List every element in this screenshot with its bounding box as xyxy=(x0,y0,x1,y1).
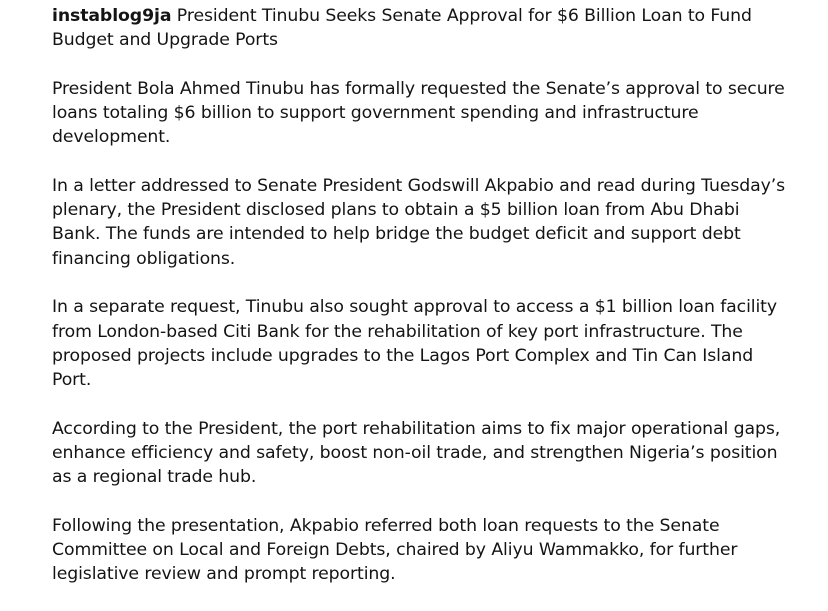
post-caption xyxy=(52,4,792,611)
username-link[interactable]: instablog9ja xyxy=(52,6,172,26)
paragraph-1: President Bola Ahmed Tinubu has formally requested the Senate’s approval to secure loans totaling $6 billion to support government spending and infrastructure development. xyxy=(52,78,785,148)
caption-header xyxy=(52,4,792,52)
paragraph-2: In a letter addressed to Senate President Godswill Akpabio and read during Tuesday’s plenary, the President disclosed plans to obtain a $5 billion loan from Abu Dhabi Bank. The funds are intended to help bridge the budget deficit and support debt financing obligations. xyxy=(52,176,786,269)
paragraph-5: Following the presentation, Akpabio referred both loan requests to the Senate Committee on Local and Foreign Debts, chaired by Aliyu Wammakko, for further legislative review and prompt reporting. xyxy=(52,515,738,585)
paragraph-4: According to the President, the port rehabilitation aims to fix major operational gaps, enhance efficiency and safety, boost non-oil trade, and strengthen Nigeria’s position as a regional trade hub. xyxy=(52,418,781,488)
paragraph-3: In a separate request, Tinubu also sought approval to access a $1 billion loan facility from London-based Citi Bank for the rehabilitation of key port infrastructure. The proposed projects include upgrades to the Lagos Port Complex and Tin Can Island Port. xyxy=(52,297,777,390)
headline-text: President Tinubu Seeks Senate Approval for $6 Billion Loan to Fund Budget and Upgrade Ports xyxy=(52,6,752,51)
